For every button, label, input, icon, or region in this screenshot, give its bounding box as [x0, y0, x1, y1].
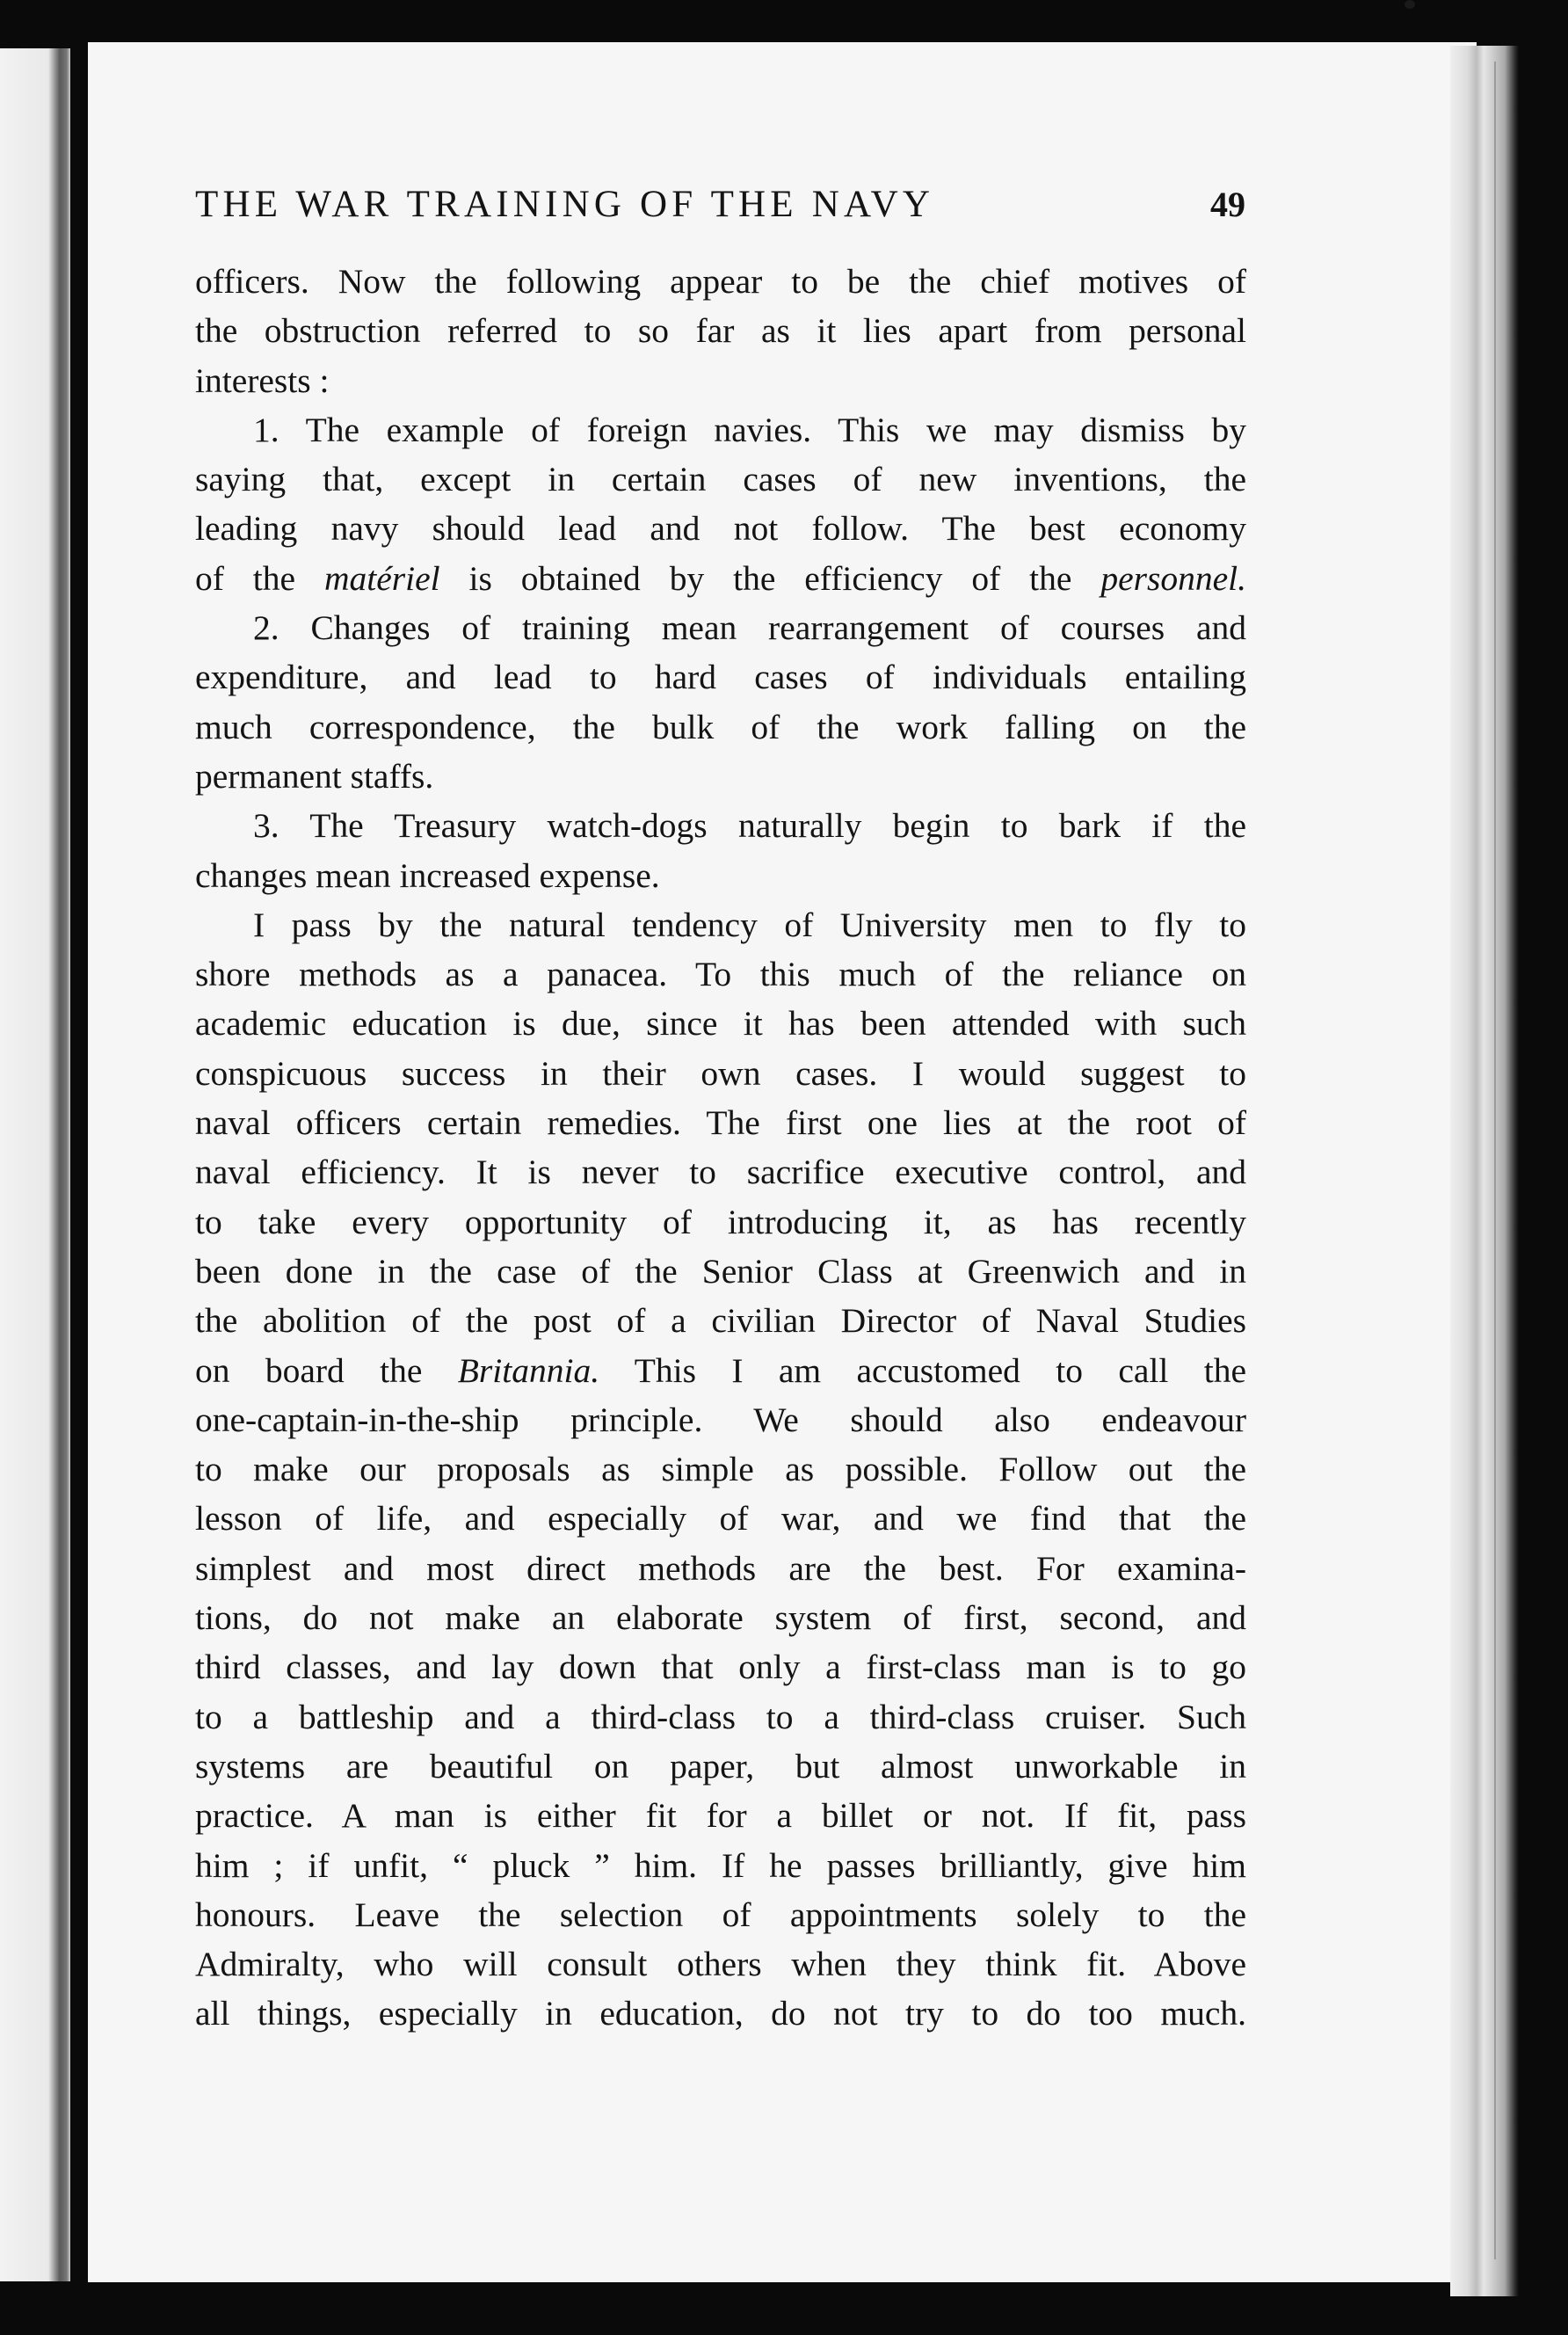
text-line: officers. Now the following appear to be the chief motives of — [195, 262, 1246, 301]
text-line: much correspondence, the bulk of the work falling on the — [195, 707, 1246, 746]
text-line: lesson of life, and especially of war, and we find that the — [195, 1499, 1246, 1538]
italic-word: personnel. — [1100, 558, 1246, 598]
page-stack-edge — [1450, 46, 1519, 2296]
running-title: THE WAR TRAINING OF THE NAVY — [195, 184, 935, 225]
text-line: I pass by the natural tendency of University men to fly to — [253, 905, 1246, 944]
text-run: is obtained by the efficiency of the — [439, 558, 1101, 598]
text-line — [195, 1346, 1246, 1395]
text-line: practice. A man is either fit for a billet or not. If fit, pass — [195, 1796, 1246, 1836]
text-line: leading navy should lead and not follow. The best economy — [195, 509, 1246, 549]
text-line: interests : — [195, 360, 330, 400]
text-line: tions, do not make an elaborate system of first, second, and — [195, 1598, 1246, 1638]
text-run: on board the — [195, 1350, 458, 1390]
text-line: third classes, and lay down that only a first-class man is to go — [195, 1648, 1246, 1687]
text-line: all things, especially in education, do not try to do too much. — [195, 1994, 1246, 2033]
italic-word: Britannia. — [457, 1350, 600, 1390]
text-line: naval officers certain remedies. The first one lies at the root of — [195, 1103, 1246, 1143]
text-line: been done in the case of the Senior Class at Greenwich and in — [195, 1251, 1246, 1291]
text-line: the abolition of the post of a civilian Director of Naval Studies — [195, 1301, 1246, 1341]
text-line: conspicuous success in their own cases. I would suggest to — [195, 1053, 1246, 1093]
italic-word: matériel — [323, 558, 440, 598]
text-line: shore methods as a panacea. To this much of the reliance on — [195, 955, 1246, 994]
text-line: systems are beautiful on paper, but almost unworkable in — [195, 1746, 1246, 1786]
body-text — [195, 257, 1246, 2039]
text-line: 3. The Treasury watch-dogs naturally begin to bark if the — [253, 806, 1246, 846]
text-line: naval efficiency. It is never to sacrifice executive control, and — [195, 1153, 1246, 1192]
page-number: 49 — [1210, 185, 1245, 224]
text-line: the obstruction referred to so far as it lies apart from personal — [195, 311, 1246, 351]
text-line: him ; if unfit, “ pluck ” him. If he passes brilliantly, give him — [195, 1845, 1246, 1885]
text-line: 2. Changes of training mean rearrangement of courses and — [253, 608, 1246, 648]
text-line: honours. Leave the selection of appointments solely to the — [195, 1895, 1246, 1934]
page-stack-line — [1494, 62, 1496, 2259]
text-line: saying that, except in certain cases of new inventions, the — [195, 460, 1246, 499]
text-line: expenditure, and lead to hard cases of individuals entailing — [195, 658, 1246, 697]
previous-page-edge — [0, 48, 70, 2281]
text-line: permanent staffs. — [195, 756, 434, 796]
text-run: This I am accustomed to call the — [599, 1350, 1246, 1390]
text-line: to take every opportunity of introducing it, as has recently — [195, 1202, 1246, 1241]
text-line: changes mean increased expense. — [195, 855, 660, 895]
text-line: 1. The example of foreign navies. This we may dismiss by — [253, 410, 1246, 449]
text-line: simplest and most direct methods are the best. For examina- — [195, 1548, 1246, 1588]
scan-speck — [1405, 0, 1415, 9]
text-line: Admiralty, who will consult others when they think fit. Above — [195, 1945, 1246, 1984]
text-line: to make our proposals as simple as possible. Follow out the — [195, 1450, 1246, 1489]
text-line: to a battleship and a third-class to a third-class cruiser. Such — [195, 1697, 1246, 1736]
text-line: academic education is due, since it has been attended with such — [195, 1004, 1246, 1044]
running-head — [195, 183, 1245, 239]
text-line: one-captain-in-the-ship principle. We should also endeavour — [195, 1400, 1246, 1439]
text-run: of the — [195, 558, 324, 598]
text-line — [195, 554, 1246, 603]
